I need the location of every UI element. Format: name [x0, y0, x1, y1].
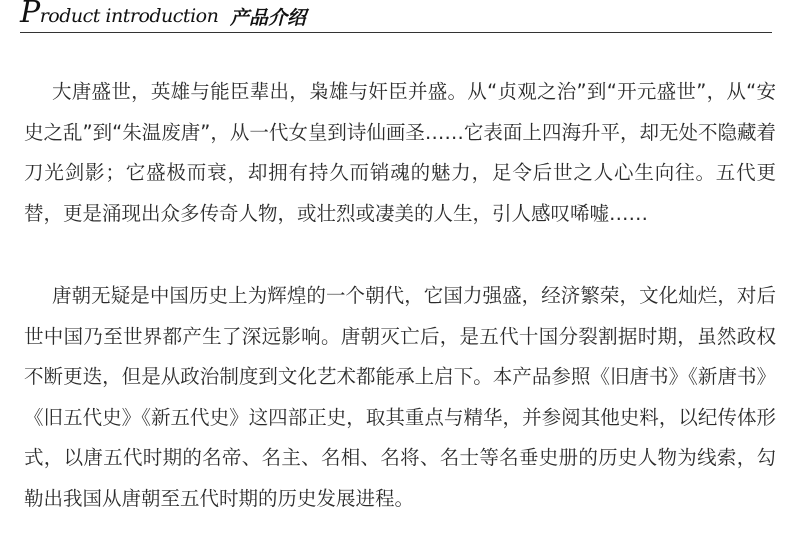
- intro-paragraph-1: 大唐盛世，英雄与能臣辈出，枭雄与奸臣并盛。从“贞观之治”到“开元盛世”，从“安史之乱”到“朱温废唐”，从一代女皇到诗仙画圣……它表面上四海升平，却无处不隐藏着刀光剑影；它盛极而衰，却拥有持久而销魂的魅力，足令后世之人心生向往。五代更替，更是涌现出众多传奇人物，或壮烈或凄美的人生，引人感叹唏嘘……: [24, 80, 776, 225]
- header-title-rest: roduct introduction: [39, 5, 219, 27]
- intro-paragraph-2: 唐朝无疑是中国历史上为辉煌的一个朝代，它国力强盛，经济繁荣，文化灿烂，对后世中国乃至世界都产生了深远影响。唐朝灭亡后，是五代十国分裂割据时期，虽然政权不断更迭，但是从政治制度到文化艺术都能承上启下。本产品参照《旧唐书》《新唐书》《旧五代史》《新五代史》这四部正史，取其重点与精华，并参阅其他史料，以纪传体形式，以唐五代时期的名帝、名主、名相、名将、名士等名垂史册的历史人物为线索，勾勒出我国从唐朝至五代时期的历史发展进程。: [24, 284, 776, 510]
- intro-text-body: [24, 72, 776, 519]
- header-title-english: [20, 0, 218, 28]
- header-title-chinese: 产品介绍: [230, 7, 307, 29]
- section-header: [20, 0, 772, 33]
- header-title-initial: P: [20, 0, 40, 30]
